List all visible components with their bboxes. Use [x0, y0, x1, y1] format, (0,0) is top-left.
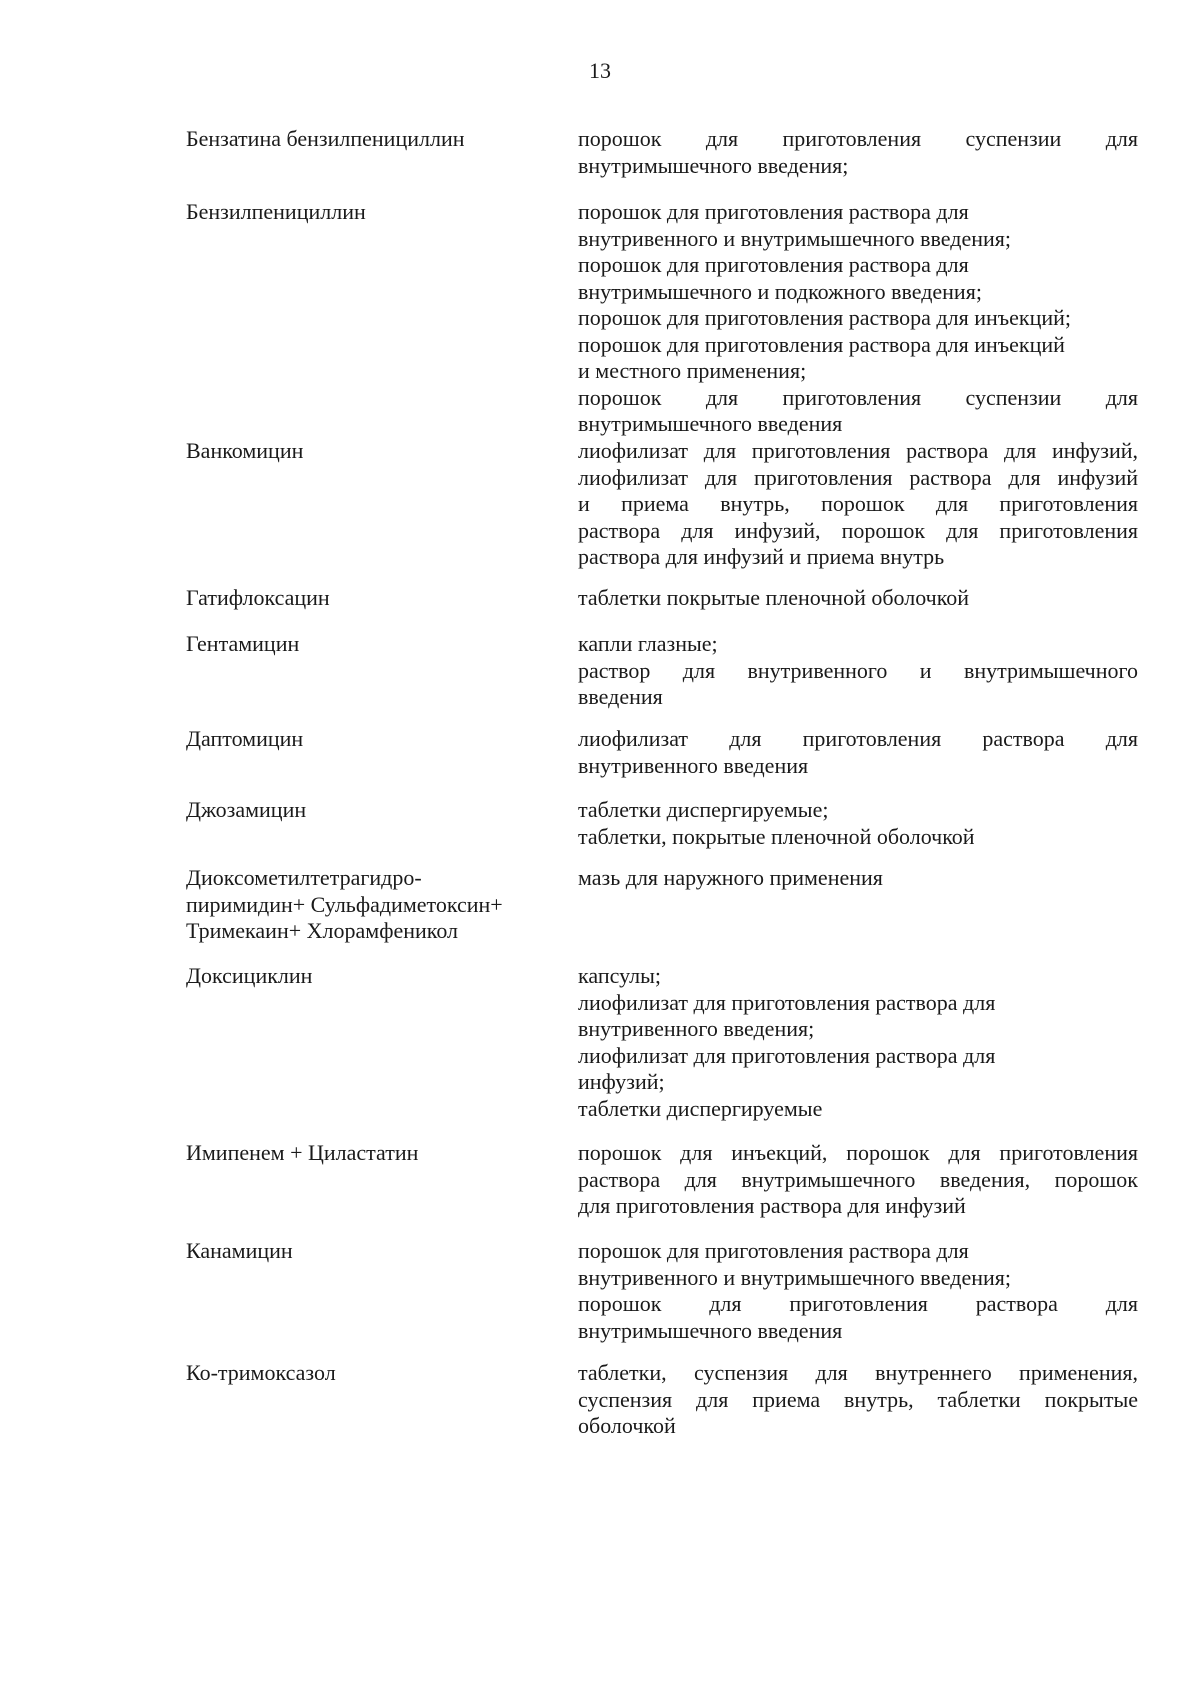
drug-name-line: Гентамицин: [186, 631, 300, 656]
dosage-forms: [578, 865, 1138, 892]
dosage-forms: [578, 631, 1138, 711]
dosage-form-line: лиофилизат для приготовления раствора для: [578, 989, 996, 1015]
drug-name: [186, 1140, 566, 1167]
drug-name: [186, 1360, 566, 1387]
dosage-form-line: внутримышечного и подкожного введения;: [578, 278, 982, 304]
drug-name-line: Имипенем + Циластатин: [186, 1140, 419, 1165]
dosage-forms: [578, 1140, 1138, 1220]
dosage-form-line: таблетки диспергируемые: [578, 1095, 823, 1121]
dosage-form-line: раствора для внутримышечного введения, порошок: [578, 1166, 1138, 1192]
dosage-form-line: капсулы;: [578, 963, 661, 988]
drug-name-line: пиримидин+ Сульфадиметоксин+: [186, 891, 503, 917]
dosage-form-line: внутривенного введения: [578, 752, 809, 778]
drug-name: [186, 585, 566, 612]
dosage-form-line: внутримышечного введения: [578, 411, 843, 436]
dosage-form-line: раствор для внутривенного и внутримышечного: [578, 657, 1138, 683]
dosage-form-line: мазь для наружного применения: [578, 865, 883, 890]
drug-name: [186, 438, 566, 465]
dosage-form-line: таблетки, покрытые пленочной оболочкой: [578, 823, 975, 849]
drug-name: [186, 963, 566, 990]
dosage-form-line: лиофилизат для приготовления раствора для: [578, 726, 1138, 751]
dosage-form-line: таблетки диспергируемые;: [578, 797, 829, 822]
dosage-forms: [578, 126, 1138, 179]
drug-name-line: Бензатина бензилпенициллин: [186, 126, 465, 151]
dosage-form-line: порошок для приготовления раствора для: [578, 1238, 969, 1263]
dosage-form-line: внутривенного введения;: [578, 1016, 815, 1041]
dosage-form-line: порошок для приготовления раствора для: [578, 252, 969, 277]
dosage-forms: [578, 585, 1138, 612]
dosage-form-line: лиофилизат для приготовления раствора для инфузий: [578, 464, 1138, 490]
dosage-form-line: внутримышечного введения: [578, 1317, 843, 1343]
drug-name-line: Доксициклин: [186, 963, 313, 988]
drug-name-line: Канамицин: [186, 1238, 293, 1263]
dosage-form-line: порошок для приготовления раствора для инъекций;: [578, 305, 1072, 330]
drug-name: [186, 1238, 566, 1265]
dosage-forms: [578, 1360, 1138, 1440]
drug-name-line: Джозамицин: [186, 797, 307, 822]
dosage-form-line: лиофилизат для приготовления раствора для: [578, 1042, 996, 1068]
dosage-form-line: внутривенного и внутримышечного введения;: [578, 225, 1011, 251]
drug-name: [186, 865, 566, 945]
dosage-form-line: порошок для приготовления суспензии для: [578, 126, 1138, 151]
page-number: 13: [589, 58, 611, 83]
dosage-form-line: раствора для инфузий, порошок для приготовления: [578, 517, 1138, 543]
dosage-form-line: таблетки, суспензия для внутреннего применения,: [578, 1360, 1138, 1385]
dosage-form-line: порошок для приготовления суспензии для: [578, 384, 1138, 410]
dosage-form-line: введения: [578, 684, 663, 709]
dosage-forms: [578, 963, 1138, 1122]
drug-name-line: Даптомицин: [186, 726, 304, 751]
dosage-form-line: и местного применения;: [578, 358, 807, 383]
dosage-forms: [578, 438, 1138, 571]
drug-name: [186, 797, 566, 824]
drug-name-line: Ванкомицин: [186, 438, 304, 463]
drug-name-line: Диоксометилтетрагидро-: [186, 865, 422, 890]
dosage-form-line: капли глазные;: [578, 631, 718, 656]
dosage-form-line: порошок для приготовления раствора для: [578, 199, 969, 224]
dosage-form-line: раствора для инфузий и приема внутрь: [578, 544, 945, 569]
dosage-form-line: внутримышечного введения;: [578, 152, 849, 178]
drug-name: [186, 726, 566, 753]
dosage-form-line: таблетки покрытые пленочной оболочкой: [578, 585, 970, 610]
drug-name: [186, 199, 566, 226]
dosage-form-line: порошок для инъекций, порошок для приготовления: [578, 1140, 1138, 1165]
dosage-form-line: внутривенного и внутримышечного введения;: [578, 1264, 1011, 1290]
dosage-form-line: для приготовления раствора для инфузий: [578, 1193, 966, 1218]
drug-name: [186, 126, 566, 153]
drug-name: [186, 631, 566, 658]
dosage-form-line: лиофилизат для приготовления раствора для инфузий,: [578, 438, 1138, 463]
dosage-form-line: и приема внутрь, порошок для приготовления: [578, 491, 1138, 516]
dosage-forms: [578, 797, 1138, 850]
dosage-form-line: суспензия для приема внутрь, таблетки покрытые: [578, 1386, 1138, 1412]
drug-name-line: Тримекаин+ Хлорамфеникол: [186, 918, 459, 943]
dosage-form-line: порошок для приготовления раствора для: [578, 1291, 1138, 1316]
dosage-form-line: порошок для приготовления раствора для инъекций: [578, 331, 1065, 357]
dosage-form-line: инфузий;: [578, 1069, 665, 1094]
drug-name-line: Ко-тримоксазол: [186, 1360, 336, 1385]
drug-name-line: Гатифлоксацин: [186, 585, 330, 610]
drug-name-line: Бензилпенициллин: [186, 199, 366, 224]
dosage-form-line: оболочкой: [578, 1413, 676, 1438]
dosage-forms: [578, 726, 1138, 779]
dosage-forms: [578, 1238, 1138, 1344]
dosage-forms: [578, 199, 1138, 438]
